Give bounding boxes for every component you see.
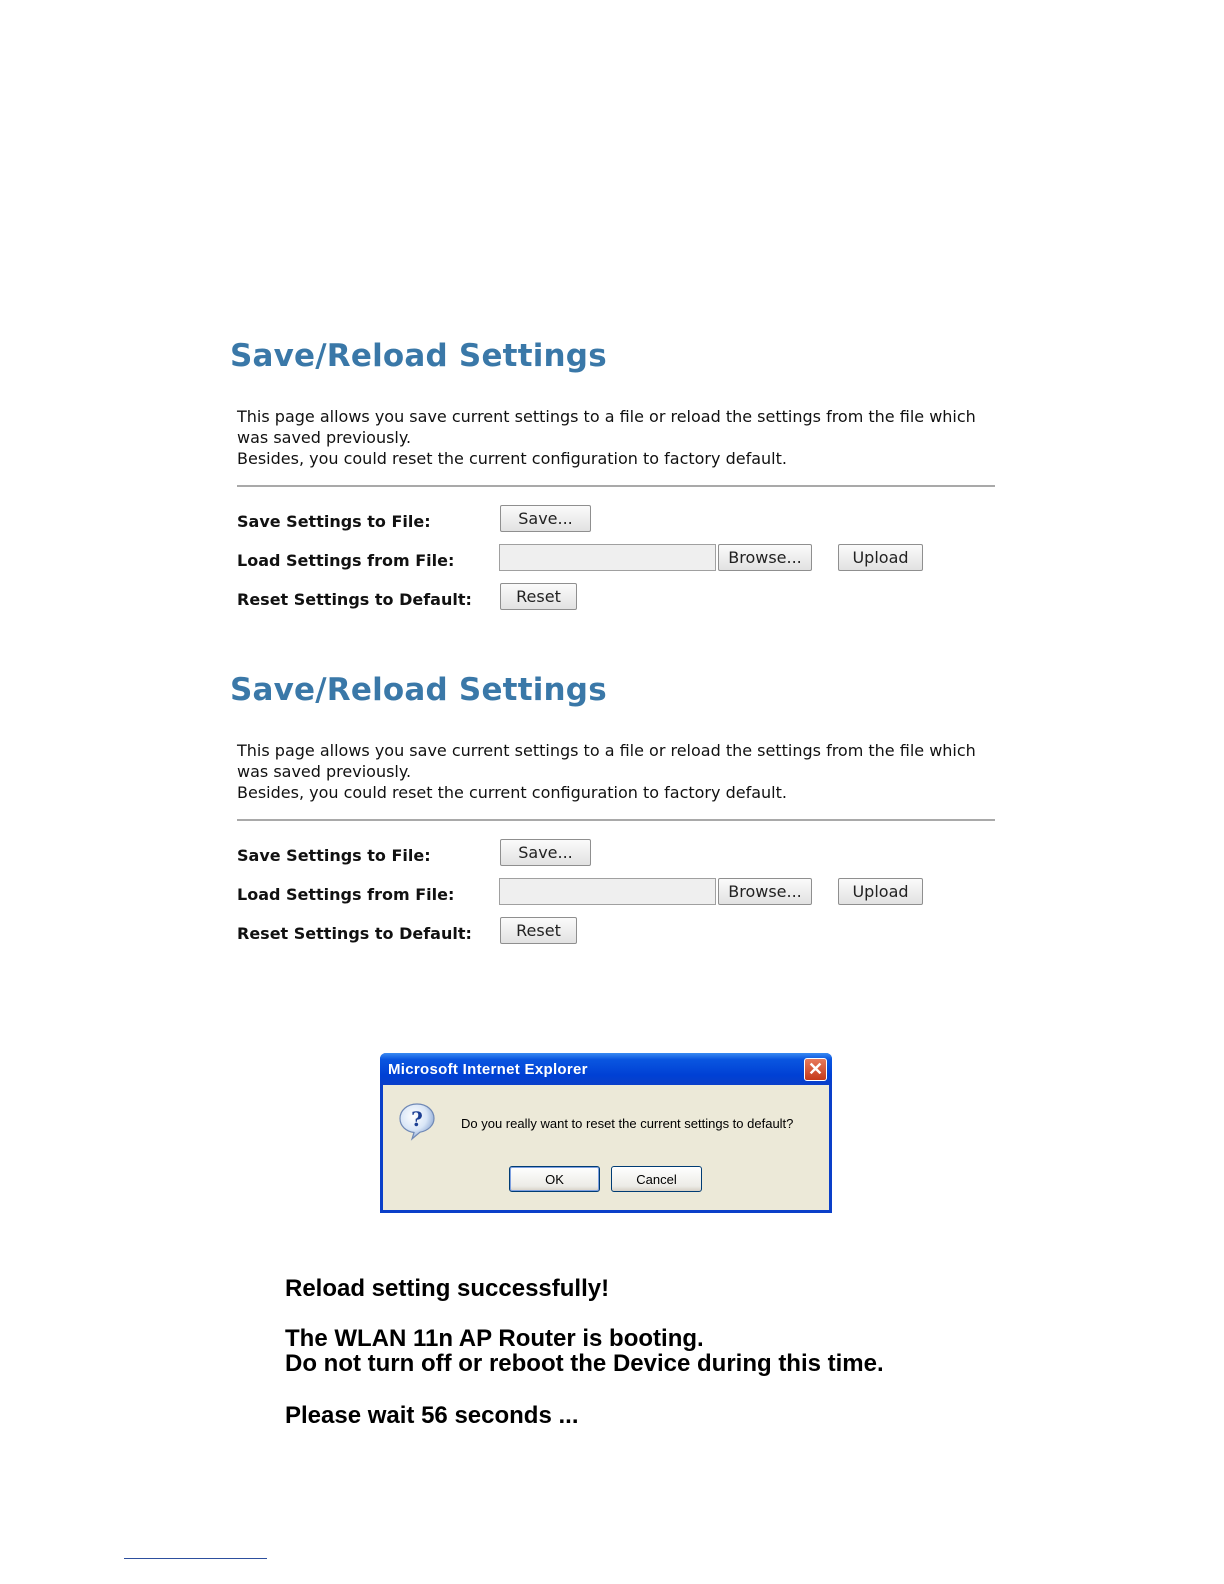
file-path-input[interactable] <box>499 878 716 905</box>
status-line: Reload setting successfully! <box>285 1275 610 1302</box>
status-line: Do not turn off or reboot the Device during this time. <box>285 1350 884 1377</box>
browse-button[interactable]: Browse... <box>718 544 812 571</box>
page-description <box>237 740 997 803</box>
file-path-input[interactable] <box>499 544 716 571</box>
question-icon <box>397 1101 437 1141</box>
status-line: The WLAN 11n AP Router is booting. <box>285 1325 704 1352</box>
save-button[interactable]: Save... <box>500 839 591 866</box>
browse-button[interactable]: Browse... <box>718 878 812 905</box>
save-settings-label: Save Settings to File: <box>237 512 431 531</box>
divider <box>237 819 995 821</box>
page-title: Save/Reload Settings <box>230 672 607 708</box>
settings-table <box>237 505 1000 622</box>
status-line: Please wait 56 seconds ... <box>285 1402 579 1429</box>
save-reload-panel-2 <box>230 670 1000 956</box>
description-text: This page allows you save current settings to a file or reload the settings from the file which was saved previously. <box>237 741 976 781</box>
confirm-dialog <box>380 1053 832 1213</box>
save-settings-row <box>237 839 1000 878</box>
reset-settings-row <box>237 583 1000 622</box>
load-settings-row <box>237 878 1000 917</box>
reset-settings-label: Reset Settings to Default: <box>237 924 472 943</box>
svg-text:?: ? <box>411 1107 423 1131</box>
cancel-button[interactable]: Cancel <box>611 1166 702 1192</box>
save-settings-label: Save Settings to File: <box>237 846 431 865</box>
dialog-titlebar[interactable] <box>380 1053 832 1085</box>
description-text: Besides, you could reset the current configuration to factory default. <box>237 449 787 468</box>
footnote-divider <box>124 1558 267 1559</box>
upload-button[interactable]: Upload <box>838 878 923 905</box>
reset-settings-label: Reset Settings to Default: <box>237 590 472 609</box>
dialog-title: Microsoft Internet Explorer <box>388 1061 588 1078</box>
dialog-message: Do you really want to reset the current settings to default? <box>461 1116 794 1131</box>
reset-button[interactable]: Reset <box>500 917 577 944</box>
page-description <box>237 406 997 469</box>
ok-button[interactable]: OK <box>509 1166 600 1192</box>
page-title: Save/Reload Settings <box>230 338 607 374</box>
load-settings-label: Load Settings from File: <box>237 551 455 570</box>
save-button[interactable]: Save... <box>500 505 591 532</box>
save-settings-row <box>237 505 1000 544</box>
load-settings-label: Load Settings from File: <box>237 885 455 904</box>
divider <box>237 485 995 487</box>
load-settings-row <box>237 544 1000 583</box>
reset-button[interactable]: Reset <box>500 583 577 610</box>
reload-status-message <box>285 1276 884 1428</box>
settings-table <box>237 839 1000 956</box>
close-icon[interactable]: ✕ <box>804 1058 827 1081</box>
description-text: Besides, you could reset the current configuration to factory default. <box>237 783 787 802</box>
description-text: This page allows you save current settings to a file or reload the settings from the file which was saved previously. <box>237 407 976 447</box>
reset-settings-row <box>237 917 1000 956</box>
save-reload-panel-1 <box>230 336 1000 622</box>
upload-button[interactable]: Upload <box>838 544 923 571</box>
